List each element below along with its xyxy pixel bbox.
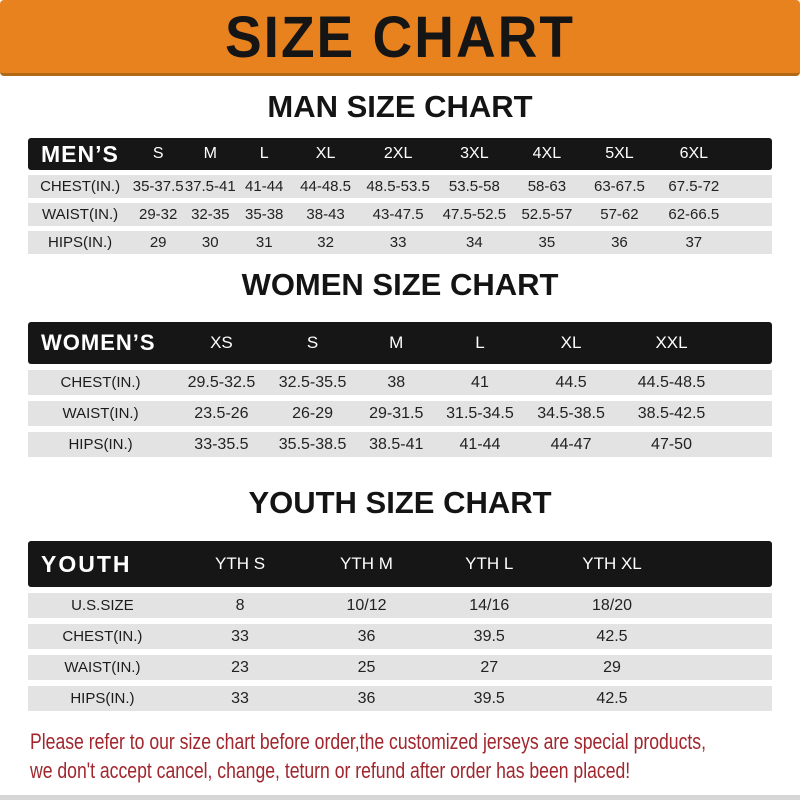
column-header: S [270, 322, 356, 364]
row-label: WAIST(IN.) [28, 203, 132, 226]
table-row [28, 686, 772, 711]
size-cell: 37.5-41 [184, 175, 236, 198]
size-cell: 39.5 [430, 624, 549, 649]
youth-section-heading: YOUTH SIZE CHART [248, 485, 552, 520]
row-spacer [675, 624, 772, 649]
size-cell: 10/12 [303, 593, 429, 618]
youth-size-table [28, 535, 772, 717]
men-table-title: MEN’S [28, 138, 132, 170]
table-row [28, 593, 772, 618]
column-header: 6XL [657, 138, 731, 170]
row-label: HIPS(IN.) [28, 231, 132, 254]
size-cell: 43-47.5 [359, 203, 437, 226]
size-cell: 42.5 [549, 686, 675, 711]
header-spacer [731, 138, 772, 170]
youth-table-header-row [28, 541, 772, 587]
size-cell: 38 [355, 370, 437, 395]
header-spacer [675, 541, 772, 587]
row-label: HIPS(IN.) [28, 686, 177, 711]
size-cell: 53.5-58 [437, 175, 511, 198]
column-header: 2XL [359, 138, 437, 170]
men-size-table [28, 133, 772, 259]
column-header: 3XL [437, 138, 511, 170]
women-table-header-row [28, 322, 772, 364]
size-cell: 23 [177, 655, 303, 680]
size-cell: 30 [184, 231, 236, 254]
column-header: XL [292, 138, 359, 170]
banner-title: SIZE CHART [225, 3, 575, 70]
column-header: L [236, 138, 292, 170]
size-cell: 29-32 [132, 203, 184, 226]
size-cell: 36 [303, 624, 429, 649]
youth-size-section [0, 463, 800, 717]
disclaimer-line-2: we don't accept cancel, change, teturn or refund after order has been placed! [30, 758, 631, 783]
row-label: HIPS(IN.) [28, 432, 173, 457]
row-spacer [731, 203, 772, 226]
size-cell: 31 [236, 231, 292, 254]
size-cell: 42.5 [549, 624, 675, 649]
row-spacer [675, 655, 772, 680]
row-label: CHEST(IN.) [28, 175, 132, 198]
row-label: CHEST(IN.) [28, 624, 177, 649]
row-spacer [724, 432, 772, 457]
size-cell: 33 [177, 686, 303, 711]
size-cell: 33-35.5 [173, 432, 270, 457]
row-spacer [675, 593, 772, 618]
size-cell: 41-44 [236, 175, 292, 198]
size-cell: 48.5-53.5 [359, 175, 437, 198]
column-header: S [132, 138, 184, 170]
size-cell: 34 [437, 231, 511, 254]
row-spacer [731, 175, 772, 198]
size-cell: 38.5-41 [355, 432, 437, 457]
row-spacer [724, 370, 772, 395]
size-cell: 32-35 [184, 203, 236, 226]
size-cell: 8 [177, 593, 303, 618]
column-header: YTH XL [549, 541, 675, 587]
disclaimer-note [30, 727, 800, 785]
size-cell: 25 [303, 655, 429, 680]
size-cell: 67.5-72 [657, 175, 731, 198]
size-cell: 58-63 [512, 175, 583, 198]
size-cell: 18/20 [549, 593, 675, 618]
size-cell: 41 [437, 370, 523, 395]
size-cell: 23.5-26 [173, 401, 270, 426]
men-size-section [0, 76, 800, 259]
column-header: L [437, 322, 523, 364]
size-cell: 57-62 [582, 203, 656, 226]
women-size-table [28, 316, 772, 463]
size-cell: 44-48.5 [292, 175, 359, 198]
size-cell: 52.5-57 [512, 203, 583, 226]
size-cell: 44.5-48.5 [619, 370, 723, 395]
table-row [28, 231, 772, 254]
size-cell: 38.5-42.5 [619, 401, 723, 426]
row-spacer [724, 401, 772, 426]
disclaimer-line-1: Please refer to our size chart before order,the customized jerseys are special products, [30, 729, 706, 754]
size-cell: 44.5 [523, 370, 620, 395]
header-spacer [724, 322, 772, 364]
table-row [28, 203, 772, 226]
size-cell: 14/16 [430, 593, 549, 618]
table-row [28, 432, 772, 457]
row-label: WAIST(IN.) [28, 401, 173, 426]
size-cell: 62-66.5 [657, 203, 731, 226]
size-cell: 27 [430, 655, 549, 680]
size-cell: 35.5-38.5 [270, 432, 356, 457]
row-label: WAIST(IN.) [28, 655, 177, 680]
column-header: M [184, 138, 236, 170]
size-cell: 47-50 [619, 432, 723, 457]
size-cell: 31.5-34.5 [437, 401, 523, 426]
size-cell: 35-37.5 [132, 175, 184, 198]
size-cell: 26-29 [270, 401, 356, 426]
bottom-edge-strip [0, 795, 800, 800]
size-cell: 36 [582, 231, 656, 254]
row-label: CHEST(IN.) [28, 370, 173, 395]
women-table-title: WOMEN’S [28, 322, 173, 364]
size-cell: 63-67.5 [582, 175, 656, 198]
table-row [28, 370, 772, 395]
size-cell: 41-44 [437, 432, 523, 457]
size-cell: 38-43 [292, 203, 359, 226]
youth-table-title: YOUTH [28, 541, 177, 587]
size-cell: 39.5 [430, 686, 549, 711]
size-cell: 36 [303, 686, 429, 711]
women-section-heading: WOMEN SIZE CHART [241, 267, 559, 302]
women-size-section [0, 259, 800, 463]
column-header: YTH M [303, 541, 429, 587]
size-cell: 44-47 [523, 432, 620, 457]
size-cell: 47.5-52.5 [437, 203, 511, 226]
size-cell: 35 [512, 231, 583, 254]
row-label: U.S.SIZE [28, 593, 177, 618]
column-header: 4XL [512, 138, 583, 170]
size-cell: 29-31.5 [355, 401, 437, 426]
row-spacer [731, 231, 772, 254]
size-cell: 33 [177, 624, 303, 649]
column-header: XL [523, 322, 620, 364]
size-cell: 32 [292, 231, 359, 254]
table-row [28, 401, 772, 426]
table-row [28, 175, 772, 198]
column-header: M [355, 322, 437, 364]
column-header: XXL [619, 322, 723, 364]
size-cell: 35-38 [236, 203, 292, 226]
column-header: YTH L [430, 541, 549, 587]
column-header: XS [173, 322, 270, 364]
size-cell: 32.5-35.5 [270, 370, 356, 395]
size-cell: 29 [549, 655, 675, 680]
table-row [28, 624, 772, 649]
column-header: YTH S [177, 541, 303, 587]
table-row [28, 655, 772, 680]
row-spacer [675, 686, 772, 711]
men-section-heading: MAN SIZE CHART [267, 89, 533, 124]
size-cell: 37 [657, 231, 731, 254]
size-cell: 33 [359, 231, 437, 254]
column-header: 5XL [582, 138, 656, 170]
size-cell: 29 [132, 231, 184, 254]
men-table-header-row [28, 138, 772, 170]
size-cell: 29.5-32.5 [173, 370, 270, 395]
size-cell: 34.5-38.5 [523, 401, 620, 426]
size-chart-banner [0, 0, 800, 76]
